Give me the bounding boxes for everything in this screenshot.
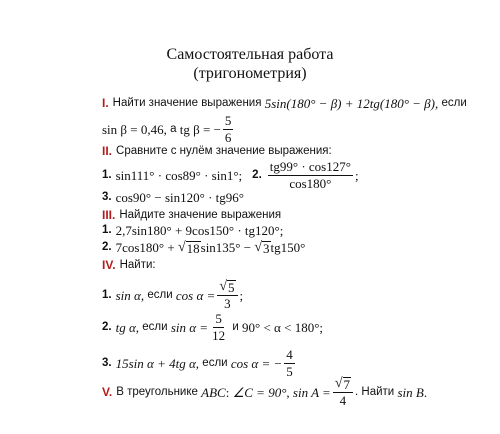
- task4-item3-c: cos α = −: [230, 356, 283, 371]
- task5-dot: .: [423, 384, 428, 400]
- task2-heading: [102, 144, 332, 159]
- sqrt-3-arg: 3: [263, 240, 270, 256]
- task1-tail: если: [441, 97, 467, 109]
- task4-item2-c: sin α =: [170, 320, 209, 335]
- task3-text: Найдите значение выражения: [119, 209, 282, 221]
- sqrt-3: √ 3: [254, 239, 270, 256]
- task4-item2-d: и: [232, 321, 239, 333]
- task4-item2-e: 90° < α < 180°;: [242, 320, 324, 335]
- task3-item1-expr: 2,7sin180° + 9cos150° · tg120°;: [115, 223, 284, 238]
- task1-cond-tg: tg β = −: [179, 122, 221, 137]
- task1-cond-sin: sin β = 0,46,: [102, 122, 167, 137]
- task4-item3-top: 4: [286, 347, 293, 362]
- task4-item3-num: 3.: [102, 357, 112, 369]
- task5-line: [102, 376, 427, 408]
- task4-row3: [102, 348, 297, 379]
- task5-abc: ABC: [201, 384, 226, 400]
- task1-expression: 5sin(180° − β) + 12tg(180° − β),: [264, 96, 439, 111]
- task5-target: sin B: [397, 384, 424, 400]
- task4-item3-b: если: [202, 357, 228, 369]
- task2-item1-num: 1.: [102, 169, 112, 181]
- task1-roman: I.: [102, 96, 109, 110]
- task1-line2: [102, 114, 235, 145]
- task4-item2-fraction: [210, 312, 227, 343]
- task1-cond-and: а: [170, 123, 177, 135]
- task3-roman: III.: [102, 208, 116, 222]
- task3-heading: [102, 208, 281, 223]
- task1-fraction: [223, 114, 234, 145]
- task3-item2-num: 2.: [102, 241, 112, 253]
- task4-text: Найти:: [119, 259, 156, 271]
- task4-item1-tail: ;: [239, 287, 244, 303]
- task1-line1: [102, 96, 467, 111]
- task4-item2-bot: 12: [212, 328, 226, 343]
- task5-text-a: В треугольнике: [116, 385, 198, 398]
- task3-row1: [102, 223, 283, 238]
- task2-row3: [102, 190, 244, 205]
- sqrt-7-arg: 7: [343, 377, 351, 392]
- task4-item2-a: tg α,: [115, 320, 140, 335]
- task5-colon: :: [225, 384, 230, 400]
- sqrt-18: √ 18: [177, 239, 200, 256]
- task4-item1-a: sin α,: [115, 287, 145, 303]
- task5-den: 4: [339, 393, 347, 408]
- sqrt-5-arg: 5: [228, 280, 235, 295]
- task4-roman: IV.: [102, 258, 116, 272]
- task2-item2-top: tg99° · cos127°: [269, 159, 351, 174]
- sqrt-18-arg: 18: [186, 240, 200, 256]
- task2-item2-num: 2.: [252, 169, 262, 181]
- task4-row1: [102, 279, 243, 311]
- task5-angle: ∠C = 90°,: [232, 384, 290, 400]
- page-subtitle: (тригонометрия): [193, 65, 307, 82]
- task2-text: Сравните с нулём значение выражения:: [116, 145, 332, 157]
- task3-row2: [102, 240, 305, 255]
- task1-text: Найти значение выражения: [112, 97, 262, 109]
- task3-item2-c: tg150°: [270, 240, 306, 255]
- task4-item1-fraction: [217, 279, 237, 311]
- task5-sinA: sin A =: [292, 384, 331, 400]
- task5-roman: V.: [102, 384, 113, 399]
- task2-item2-tail: ;: [354, 168, 359, 183]
- task3-item2-b: sin135° −: [200, 240, 252, 255]
- task5-text-b: . Найти: [355, 385, 395, 398]
- task2-row1: [102, 160, 359, 191]
- task2-item2-fraction: [268, 160, 353, 191]
- task2-item3-expr: cos90° − sin120° · tg96°: [115, 190, 244, 205]
- task2-roman: II.: [102, 144, 113, 158]
- sqrt-5: √ 5: [219, 279, 235, 295]
- task4-item1-num: 1.: [102, 288, 112, 301]
- task1-frac-den: 6: [224, 130, 232, 145]
- task4-item2-top: 5: [215, 311, 222, 326]
- task4-heading: [102, 258, 156, 273]
- task4-item1-c: cos α =: [175, 287, 216, 303]
- task3-item2-a: 7cos180° +: [115, 240, 175, 255]
- task4-item3-fraction: [284, 348, 295, 379]
- sqrt-7: √ 7: [334, 376, 351, 392]
- task2-item2-bot: cos180°: [289, 176, 332, 191]
- task3-item1-num: 1.: [102, 224, 112, 236]
- task4-item1-den: 3: [224, 296, 231, 311]
- task4-item2-b: если: [142, 321, 168, 333]
- task5-fraction: [333, 376, 353, 408]
- task4-item1-b: если: [147, 288, 173, 301]
- task2-item1-expr: sin111° · cos89° · sin1°;: [115, 168, 243, 183]
- page-title: Самостоятельная работа: [166, 46, 334, 63]
- task4-item3-bot: 5: [286, 364, 293, 379]
- task1-frac-num: 5: [224, 113, 232, 128]
- task2-item3-num: 3.: [102, 191, 112, 203]
- task4-item2-num: 2.: [102, 321, 112, 333]
- task4-row2: [102, 312, 323, 343]
- task4-item3-a: 15sin α + 4tg α,: [115, 356, 200, 371]
